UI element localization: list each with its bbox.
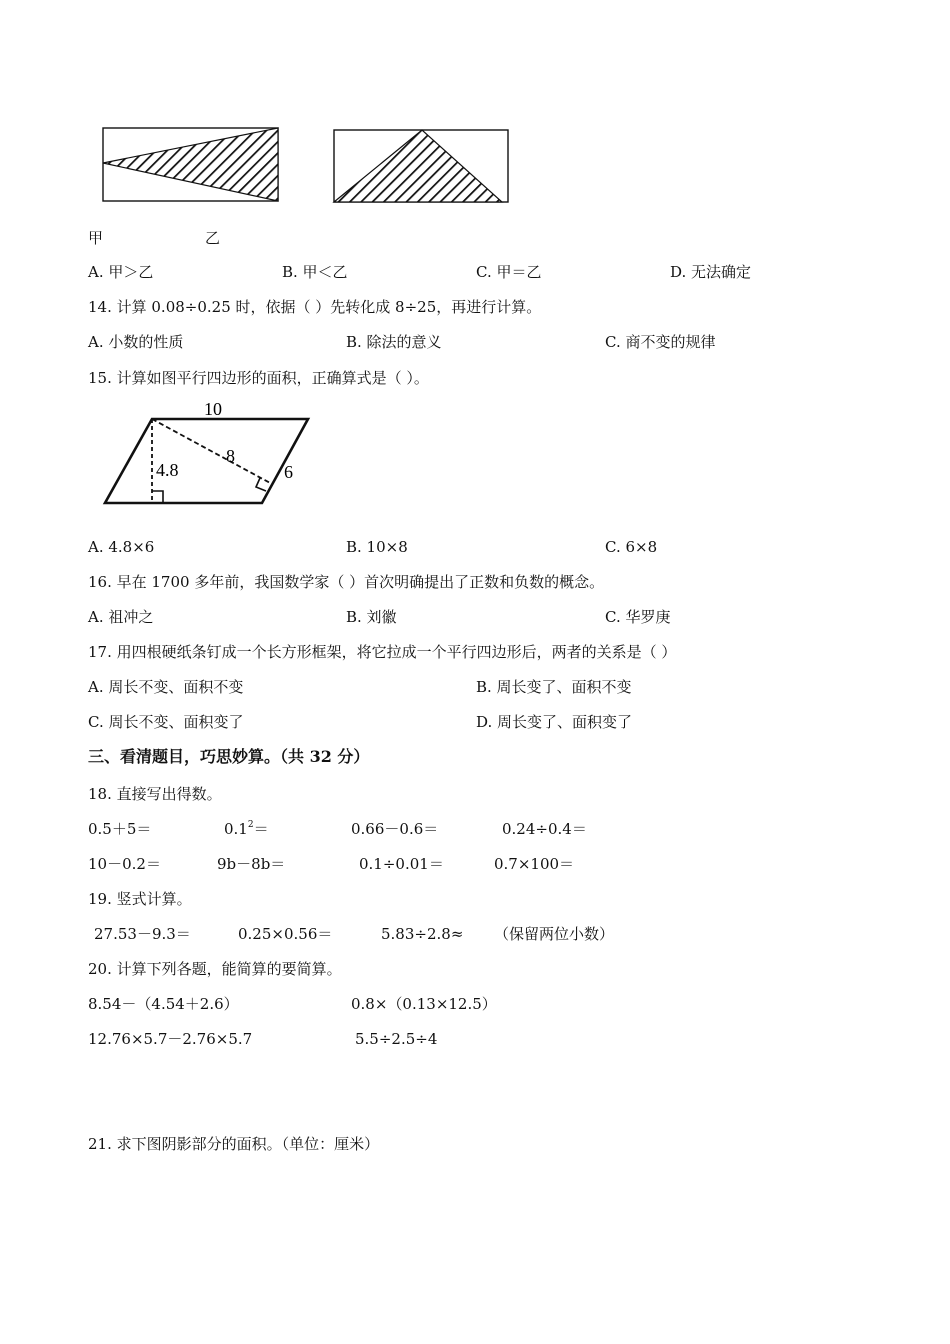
label-top: 10 bbox=[204, 399, 222, 419]
q21-question: 21. 求下图阴影部分的面积。（单位：厘米） bbox=[88, 1135, 380, 1153]
q15-option-b[interactable]: B. 10×8 bbox=[346, 538, 408, 556]
parallelogram-figure bbox=[100, 396, 320, 511]
q14-question: 14. 计算 0.08÷0.25 时，依据（ ）先转化成 8÷25，再进行计算。 bbox=[88, 298, 542, 316]
q19-item-2: 0.25×0.56＝ bbox=[238, 925, 333, 943]
q17-option-b[interactable]: B. 周长变了、面积不变 bbox=[476, 678, 632, 696]
q13-option-b[interactable]: B. 甲＜乙 bbox=[282, 263, 348, 281]
q18-item-7: 0.1÷0.01＝ bbox=[359, 855, 444, 873]
q13-option-a[interactable]: A. 甲＞乙 bbox=[88, 263, 154, 281]
q19-item-3: 5.83÷2.8≈ bbox=[381, 925, 464, 943]
q15-option-c[interactable]: C. 6×8 bbox=[605, 538, 658, 556]
q18-item-5: 10－0.2＝ bbox=[88, 855, 161, 873]
q18-item-3: 0.66－0.6＝ bbox=[351, 820, 439, 838]
q13-option-d[interactable]: D. 无法确定 bbox=[670, 263, 752, 281]
q14-option-a[interactable]: A. 小数的性质 bbox=[88, 333, 184, 351]
q19-question: 19. 竖式计算。 bbox=[88, 890, 192, 908]
q19-item-1: 27.53－9.3＝ bbox=[94, 925, 191, 943]
q19-note: （保留两位小数） bbox=[494, 925, 615, 943]
label-side: 6 bbox=[284, 462, 293, 482]
q18-item-8: 0.7×100＝ bbox=[494, 855, 575, 873]
label-height: 4.8 bbox=[156, 460, 179, 480]
figure-label-jia: 甲 bbox=[88, 229, 104, 247]
q18-item-1: 0.5＋5＝ bbox=[88, 820, 152, 838]
q17-option-d[interactable]: D. 周长变了、面积变了 bbox=[476, 713, 633, 731]
q18-question: 18. 直接写出得数。 bbox=[88, 785, 222, 803]
q17-option-c[interactable]: C. 周长不变、面积变了 bbox=[88, 713, 244, 731]
section-3-title: 三、看清题目，巧思妙算。（共 32 分） bbox=[88, 747, 370, 766]
q20-item-4: 5.5÷2.5÷4 bbox=[355, 1030, 438, 1048]
q20-item-3: 12.76×5.7－2.76×5.7 bbox=[88, 1030, 253, 1048]
figure-jia bbox=[100, 126, 282, 204]
figure-yi bbox=[332, 128, 512, 206]
q14-option-b[interactable]: B. 除法的意义 bbox=[346, 333, 442, 351]
q20-item-1: 8.54－（4.54＋2.6） bbox=[88, 995, 239, 1013]
q18-item-6: 9b－8b＝ bbox=[217, 855, 286, 873]
q17-question: 17. 用四根硬纸条钉成一个长方形框架，将它拉成一个平行四边形后，两者的关系是（ ） bbox=[88, 643, 677, 661]
q14-option-c[interactable]: C. 商不变的规律 bbox=[605, 333, 716, 351]
figure-label-yi: 乙 bbox=[205, 229, 221, 247]
q20-question: 20. 计算下列各题，能简算的要简算。 bbox=[88, 960, 342, 978]
q16-option-b[interactable]: B. 刘徽 bbox=[346, 608, 397, 626]
q16-option-c[interactable]: C. 华罗庚 bbox=[605, 608, 671, 626]
q18-item-4: 0.24÷0.4＝ bbox=[502, 820, 587, 838]
q13-option-c[interactable]: C. 甲＝乙 bbox=[476, 263, 542, 281]
q15-option-a[interactable]: A. 4.8×6 bbox=[88, 538, 155, 556]
label-diagonal: 8 bbox=[226, 446, 235, 466]
q17-option-a[interactable]: A. 周长不变、面积不变 bbox=[88, 678, 244, 696]
q15-question: 15. 计算如图平行四边形的面积，正确算式是（ ）。 bbox=[88, 369, 429, 387]
q18-item-2: $0.1^2=$ bbox=[224, 820, 269, 838]
q16-option-a[interactable]: A. 祖冲之 bbox=[88, 608, 154, 626]
q16-question: 16. 早在 1700 多年前，我国数学家（ ）首次明确提出了正数和负数的概念。 bbox=[88, 573, 605, 591]
q20-item-2: 0.8×（0.13×12.5） bbox=[351, 995, 497, 1013]
